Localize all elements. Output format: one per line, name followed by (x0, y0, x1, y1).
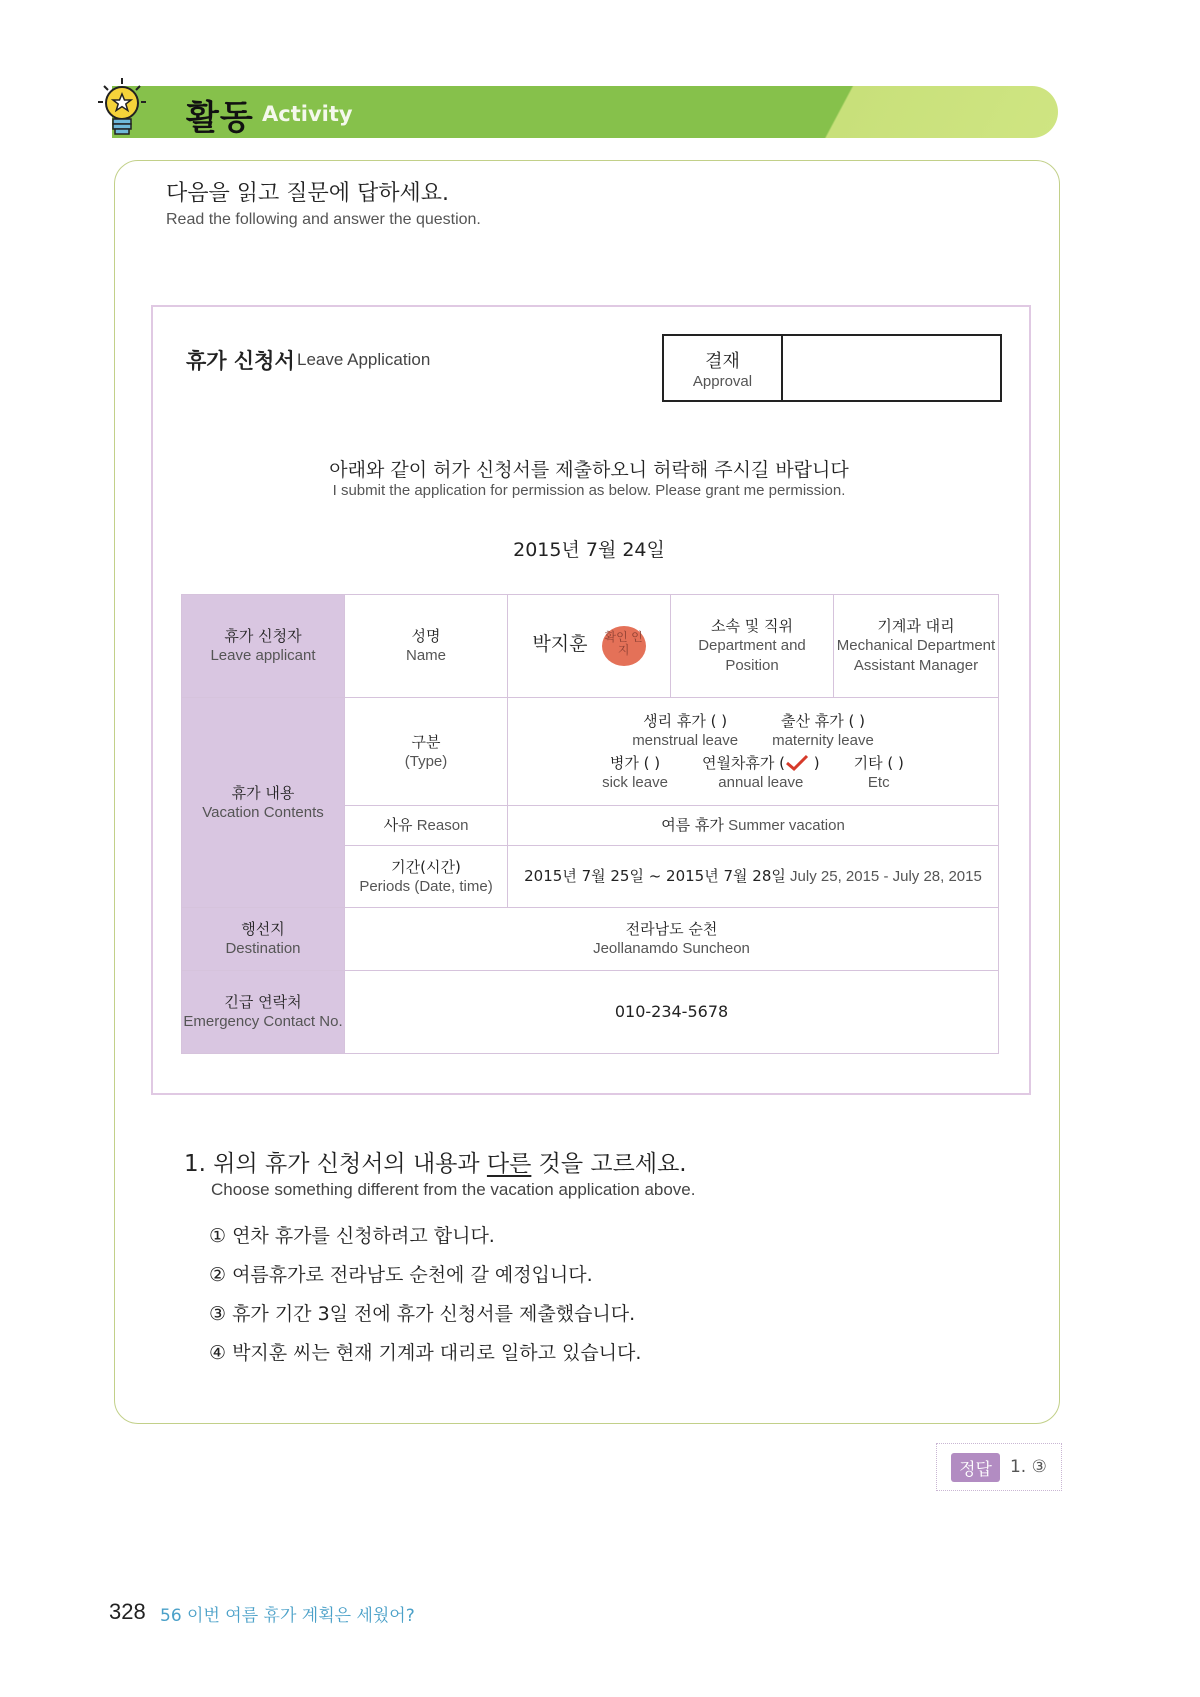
option-label: 출산 휴가 ( ) (780, 711, 865, 730)
table-row (182, 698, 999, 806)
period-header (345, 846, 508, 908)
question-underlined: 다른 (486, 1151, 532, 1177)
option-label: 생리 휴가 ( ) (643, 711, 728, 730)
contents-en: Vacation Contents (202, 803, 324, 821)
approval-en: Approval (692, 372, 753, 390)
reason-en: Reason (416, 817, 469, 834)
option-label-en: maternity leave (772, 731, 874, 749)
answer-label: 정답 (951, 1453, 1000, 1482)
request-text-ko: 아래와 같이 허가 신청서를 제출하오니 허락해 주시길 바랍니다 (329, 459, 849, 481)
option-label-close: ) (809, 753, 820, 772)
option-label-en: Etc (867, 773, 890, 791)
reason-value-en: Summer vacation (728, 817, 845, 834)
destination-ko: 행선지 (241, 920, 285, 938)
contact-ko: 긴급 연락처 (224, 993, 302, 1011)
form-title-en: Leave Application (297, 350, 431, 369)
leave-table (181, 594, 999, 1054)
option-etc (854, 753, 904, 793)
table-row (182, 971, 999, 1054)
answer-box (936, 1443, 1062, 1491)
contact-en: Emergency Contact No. (183, 1013, 343, 1030)
answer-value: 1. ③ (1009, 1457, 1047, 1477)
destination-value-cell (345, 908, 999, 971)
reason-value-cell (508, 806, 999, 846)
option-label-en: menstrual leave (632, 731, 739, 749)
destination-value-ko: 전라남도 순천 (625, 920, 718, 938)
period-en: Periods (Date, time) (359, 877, 493, 895)
request-text-en: I submit the application for permission as below. Please grant me permission. (332, 482, 846, 499)
name-ko: 성명 (411, 627, 441, 645)
name-value-cell (508, 595, 671, 698)
page-number: 328 (109, 1599, 146, 1624)
type-options-cell (508, 698, 999, 806)
contents-header (182, 698, 345, 908)
lightbulb-icon (96, 76, 148, 142)
contents-ko: 휴가 내용 (231, 783, 295, 802)
option-label-en: annual leave (718, 773, 804, 791)
seal-stamp-icon (602, 626, 646, 666)
applicant-header (182, 595, 345, 698)
department-header (671, 595, 834, 698)
option-sick-leave (602, 753, 668, 793)
contact-value-cell (345, 971, 999, 1054)
instruction-en: Read the following and answer the question. (166, 211, 481, 228)
answer-option-4: ④ 박지훈 씨는 현재 기계과 대리로 일하고 있습니다. (209, 1342, 642, 1364)
seal-text: 확인 인지 (604, 630, 643, 657)
department-ko: 소속 및 직위 (711, 617, 793, 635)
period-value-cell (508, 846, 999, 908)
option-menstrual-leave (632, 711, 738, 751)
department-value-ko: 기계과 대리 (877, 617, 955, 635)
option-label: 병가 ( ) (609, 753, 661, 772)
option-label-en: sick leave (602, 773, 668, 791)
activity-title-en: Activity (262, 102, 353, 126)
type-ko: 구분 (411, 732, 441, 751)
type-header (345, 698, 508, 806)
question-1-en: Choose something different from the vacation application above. (211, 1180, 696, 1199)
approval-signature-area (783, 336, 1000, 400)
instruction-ko: 다음을 읽고 질문에 답하세요. (166, 181, 449, 206)
destination-value-en: Jeollanamdo Suncheon (593, 940, 750, 957)
table-row (182, 908, 999, 971)
checkmark-icon (785, 754, 809, 772)
contact-header (182, 971, 345, 1054)
destination-en: Destination (225, 940, 301, 957)
option-label: 연월차휴가 ( (701, 753, 786, 772)
department-value-en: Mechanical Department Assistant Manager (836, 637, 996, 674)
option-annual-leave (702, 753, 820, 793)
department-value-cell (834, 595, 999, 698)
answer-option-2: ② 여름휴가로 전라남도 순천에 갈 예정입니다. (209, 1264, 593, 1286)
question-text-end: 것을 고르세요. (531, 1151, 687, 1177)
reason-header (345, 806, 508, 846)
form-title: 휴가 신청서 (186, 349, 295, 373)
applicant-en: Leave applicant (210, 647, 316, 664)
period-value-en: July 25, 2015 - July 28, 2015 (790, 868, 982, 885)
answer-option-1: ① 연차 휴가를 신청하려고 합니다. (209, 1225, 495, 1247)
option-label: 기타 ( ) (853, 753, 904, 772)
period-value-ko: 2015년 7월 25일 ~ 2015년 7월 28일 (524, 867, 786, 885)
approval-box (662, 334, 1002, 402)
reason-ko: 사유 (383, 816, 413, 834)
question-number: 1. (184, 1151, 206, 1177)
question-text: 위의 휴가 신청서의 내용과 (213, 1151, 487, 1177)
period-ko: 기간(시간) (391, 857, 461, 876)
application-date: 2015년 7월 24일 (513, 539, 665, 561)
activity-title: 활동 (186, 98, 254, 138)
applicant-name: 박지훈 (532, 632, 588, 655)
approval-label (664, 336, 783, 400)
table-row (182, 595, 999, 698)
answer-option-3: ③ 휴가 기간 3일 전에 휴가 신청서를 제출했습니다. (209, 1303, 636, 1325)
approval-ko: 결재 (705, 350, 740, 372)
reason-value-ko: 여름 휴가 (661, 816, 724, 834)
contact-value: 010-234-5678 (614, 1001, 729, 1021)
destination-header (182, 908, 345, 971)
chapter-title: 56 이번 여름 휴가 계획은 세웠어? (160, 1606, 415, 1626)
name-header (345, 595, 508, 698)
question-1 (184, 1145, 687, 1178)
type-en: (Type) (404, 752, 448, 770)
option-maternity-leave (772, 711, 874, 751)
name-en: Name (405, 647, 446, 664)
applicant-ko: 휴가 신청자 (224, 627, 302, 645)
department-en: Department and Position (698, 637, 806, 674)
